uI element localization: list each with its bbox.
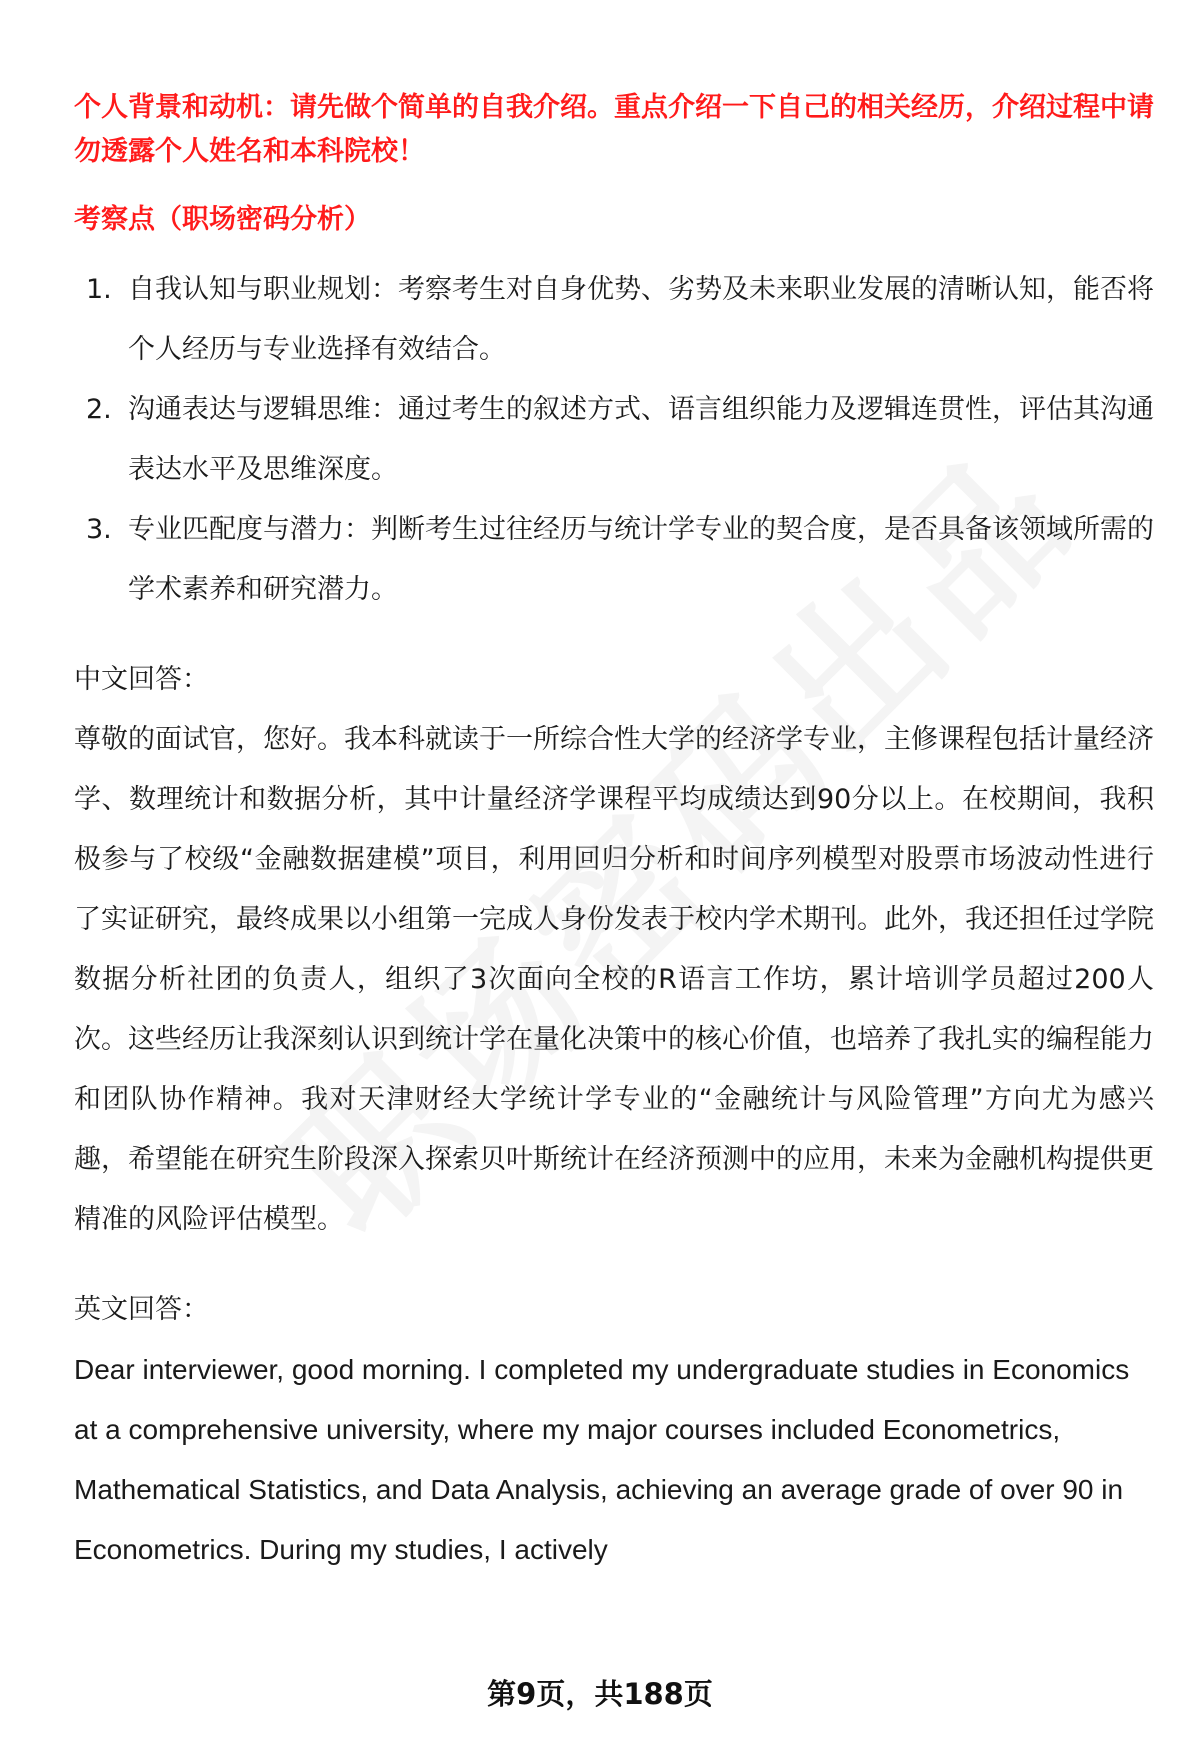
point-item — [74, 260, 1154, 380]
points-list — [74, 260, 1154, 620]
chinese-answer-label: 中文回答： — [74, 664, 209, 695]
point-text: 沟通表达与逻辑思维：通过考生的叙述方式、语言组织能力及逻辑连贯性，评估其沟通表达水平及思维深度。 — [128, 394, 1154, 485]
point-text: 专业匹配度与潜力：判断考生过往经历与统计学专业的契合度，是否具备该领域所需的学术素养和研究潜力。 — [128, 514, 1154, 605]
points-heading: 考察点（职场密码分析） — [74, 204, 371, 235]
point-number: 1. — [86, 274, 112, 305]
point-item — [74, 500, 1154, 620]
point-item — [74, 380, 1154, 500]
english-answer-text: Dear interviewer, good morning. I completed my undergraduate studies in Economics at a comprehensive university, where my major courses included Econometrics, Mathematical Statistics, and Data Analysis, achieving an average grade of over 90 in Econometrics. During my studies, I actively — [74, 1354, 1130, 1565]
page-content — [74, 86, 1154, 1580]
point-number: 2. — [86, 394, 112, 425]
english-answer-label: 英文回答： — [74, 1294, 209, 1325]
chinese-answer-text: 尊敬的面试官，您好。我本科就读于一所综合性大学的经济学专业，主修课程包括计量经济学、数理统计和数据分析，其中计量经济学课程平均成绩达到90分以上。在校期间，我积极参与了校级“金融数据建模”项目，利用回归分析和时间序列模型对股票市场波动性进行了实证研究，最终成果以小组第一完成人身份发表于校内学术期刊。此外，我还担任过学院数据分析社团的负责人，组织了3次面向全校的R语言工作坊，累计培训学员超过200人次。这些经历让我深刻认识到统计学在量化决策中的核心价值，也培养了我扎实的编程能力和团队协作精神。我对天津财经大学统计学专业的“金融统计与风险管理”方向尤为感兴趣，希望能在研究生阶段深入探索贝叶斯统计在经济预测中的应用，未来为金融机构提供更精准的风险评估模型。 — [74, 724, 1154, 1235]
point-number: 3. — [86, 514, 112, 545]
interview-question: 个人背景和动机：请先做个简单的自我介绍。重点介绍一下自己的相关经历，介绍过程中请勿透露个人姓名和本科院校！ — [74, 92, 1154, 167]
page-number-footer: 第9页，共188页 — [487, 1677, 713, 1711]
point-text: 自我认知与职业规划：考察考生对自身优势、劣势及未来职业发展的清晰认知，能否将个人经历与专业选择有效结合。 — [128, 274, 1154, 365]
